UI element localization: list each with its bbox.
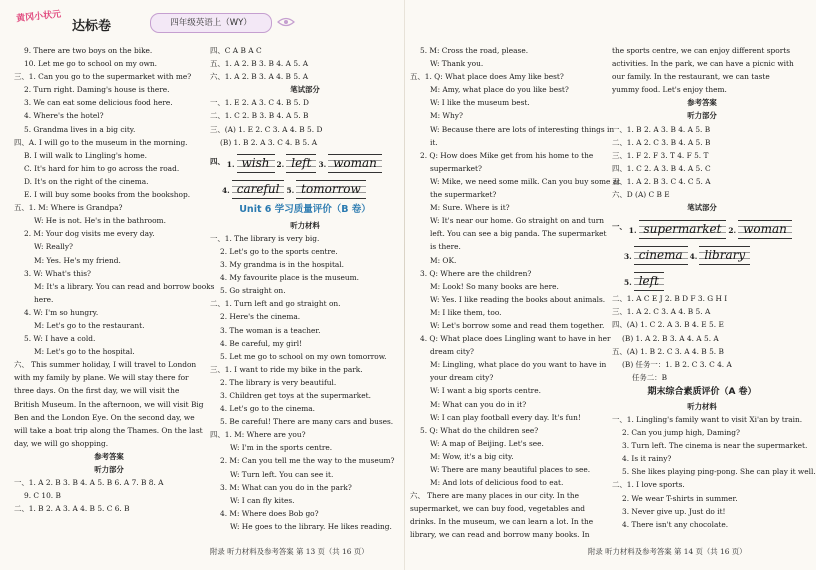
- text-line: 听力部分: [687, 111, 717, 121]
- handwritten-word: wish: [237, 154, 275, 173]
- text-line: 5. Go straight on.: [220, 286, 286, 296]
- text-line: is there.: [430, 242, 461, 252]
- answer-number: 3.: [624, 251, 632, 261]
- handwriting-answer: [690, 244, 750, 263]
- text-line: M: Why?: [430, 111, 463, 121]
- text-line: M: Lingling, what place do you want to have in: [430, 360, 607, 370]
- text-line: 5. Grandma lives in a big city.: [24, 124, 136, 134]
- handwritten-word: woman: [738, 220, 792, 239]
- column-2: [210, 44, 400, 533]
- ribbon-ornament-icon: [276, 13, 296, 31]
- text-line: 四、1. C 2. A 3. B 4. A 5. C: [612, 163, 711, 173]
- text-line: 4. W: I'm so hungry.: [24, 307, 99, 317]
- text-line: 笔试部分: [687, 203, 717, 213]
- text-line: the sports centre, we can enjoy different sports: [612, 46, 790, 55]
- text-line: 2. The library is very beautiful.: [220, 377, 337, 387]
- text-line: W: I want a big sports centre.: [430, 386, 541, 396]
- text-line: 2. Can you jump high, Daming?: [622, 428, 740, 438]
- text-line: 3. M: What can you do in the park?: [220, 482, 352, 492]
- answer-number: 3.: [318, 160, 327, 170]
- unit-6-title: Unit 6 学习质量评价（B 卷）: [239, 203, 371, 215]
- text-line: 一、1. The library is very big.: [210, 233, 320, 243]
- text-line: (B) 1. B 2. A 3. C 4. B 5. A: [220, 137, 318, 147]
- text-line: 五、1. A 2. B 3. C 4. C 5. A: [612, 176, 711, 186]
- text-line: 5. She likes playing ping-pong. She can play it well.: [622, 467, 816, 477]
- handwriting-row: [612, 240, 792, 266]
- text-line: 二、1. B 2. A 3. A 4. B 5. C 6. B: [14, 504, 130, 514]
- text-line: M: Sure. Where is it?: [430, 203, 510, 213]
- text-line: 五、1. A 2. B 3. B 4. A 5. A: [210, 59, 309, 69]
- text-line: 9. There are two boys on the bike.: [24, 46, 153, 55]
- text-line: W: I can fly kites.: [230, 495, 295, 505]
- text-line: 听力部分: [94, 465, 124, 474]
- text-line: M: Let's go to the hospital.: [34, 347, 135, 357]
- handwritten-word: supermarket: [639, 220, 727, 239]
- text-line: it.: [430, 137, 438, 147]
- text-line: 2. We wear T-shirts in summer.: [622, 493, 738, 503]
- text-line: W: He goes to the library. He likes reading.: [230, 521, 392, 531]
- text-line: 2. Q: How does Mike get from his home to the: [420, 150, 594, 160]
- text-line: with my family by plane. We will stay there for: [14, 373, 189, 383]
- answer-number: 2.: [728, 225, 737, 235]
- handwriting-answer: [277, 152, 317, 171]
- footer-right: 附录 听力材料及参考答案 第 14 页（共 16 页）: [588, 547, 747, 556]
- text-line: the supermarket?: [430, 190, 497, 200]
- text-line: 5. Let me go to school on my own tomorrow.: [220, 351, 387, 361]
- text-line: 六、 This summer holiday, I will travel to London: [14, 360, 197, 370]
- handwriting-row-1: [210, 149, 400, 175]
- text-line: 2. M: Your dog visits me every day.: [24, 229, 155, 239]
- text-line: M: And lots of delicious food to eat.: [430, 478, 564, 488]
- handwritten-word: library: [699, 246, 750, 265]
- grade-badge: 四年级英语上（WY）: [150, 13, 272, 33]
- text-line: our family. In the restaurant, we can taste: [612, 72, 770, 82]
- text-line: 一、1. Lingling's family want to visit Xi'an by train.: [612, 414, 803, 424]
- handwritten-word: careful: [232, 180, 285, 199]
- text-line: 3. We can eat some delicious food here.: [24, 98, 173, 108]
- text-line: 四、A. I will go to the museum in the morning.: [14, 137, 188, 147]
- text-line: 五、1. Q: What place does Amy like best?: [410, 72, 564, 82]
- text-line: Ben and the London Eye. On the second day, we: [14, 412, 195, 422]
- text-line: dream city?: [430, 347, 475, 357]
- page-header: [14, 7, 404, 37]
- handwriting-row-2: [210, 175, 400, 201]
- text-line: here.: [34, 294, 54, 304]
- handwriting-answer: [318, 152, 381, 171]
- text-line: W: I can play football every day. It's fun!: [430, 412, 581, 422]
- text-line: W: Thank you.: [430, 59, 484, 69]
- text-line: 三、1. A 2. C 3. A 4. B 5. A: [612, 307, 711, 317]
- text-line: 一、1. E 2. A 3. C 4. B 5. D: [210, 98, 309, 108]
- answer-number: 1.: [226, 160, 235, 170]
- text-line: 四、1. M: Where are you?: [210, 430, 306, 440]
- text-line: supermarket, we can buy food, vegetables and: [410, 504, 585, 514]
- handwriting-answer: [227, 152, 275, 171]
- text-line: 四、(A) 1. C 2. A 3. B 4. E 5. E: [612, 320, 724, 330]
- handwriting-answer: [728, 218, 791, 237]
- text-line: M: I like them, too.: [430, 307, 502, 317]
- text-line: 二、1. A 2. C 3. B 4. A 5. B: [612, 137, 711, 147]
- handwriting-row: [612, 214, 792, 240]
- text-line: M: What can you do in it?: [430, 399, 527, 409]
- text-line: W: I'm in the sports centre.: [230, 443, 333, 453]
- text-line: 3. Turn left. The cinema is near the supermarket.: [622, 441, 808, 451]
- handwriting-answer: [624, 270, 664, 289]
- text-line: 3. Children get toys at the supermarket.: [220, 390, 371, 400]
- text-line: 4. Where's the hotel?: [24, 111, 104, 121]
- text-line: (B) 1. A 2. B 3. A 4. A 5. A: [622, 333, 719, 343]
- text-line: 2. Turn right. Daming's house is there.: [24, 85, 170, 95]
- text-line: 4. Be careful, my girl!: [220, 338, 303, 348]
- text-line: 5. W: I have a cold.: [24, 334, 96, 344]
- text-line: W: Mike, we need some milk. Can you buy some at: [430, 176, 621, 186]
- brand-logo: 黄冈小状元: [15, 9, 62, 25]
- text-line: 3. W: What's this?: [24, 268, 91, 278]
- text-line: M: Look! So many books are here.: [430, 281, 559, 291]
- text-line: W: He is not. He's in the bathroom.: [34, 216, 166, 226]
- handwritten-word: tomorrow: [296, 180, 366, 199]
- text-line: will take a boat trip along the Thames. On the last: [14, 425, 203, 435]
- text-line: 一、1. A 2. B 3. B 4. A 5. B 6. A 7. B 8. A: [14, 478, 164, 488]
- text-line: (B) 任务一：1. B 2. C 3. C 4. A: [622, 359, 732, 369]
- footer-left: 附录 听力材料及参考答案 第 13 页（共 16 页）: [210, 547, 369, 556]
- handwriting-answer: [629, 218, 727, 237]
- answer-number: 2.: [276, 160, 285, 170]
- text-line: M: Let's go to the restaurant.: [34, 320, 145, 330]
- text-line: 二、1. C 2. B 3. B 4. A 5. B: [210, 111, 309, 121]
- text-line: E. I will buy some books from the bookshop.: [24, 190, 191, 200]
- text-line: M: Wow, it's a big city.: [430, 451, 514, 461]
- text-line: your dream city?: [430, 373, 494, 383]
- text-line: 五、(A) 1. B 2. C 3. A 4. B 5. B: [612, 346, 724, 356]
- text-line: supermarket?: [430, 163, 482, 173]
- text-line: 参考答案: [687, 98, 717, 108]
- text-line: 四、C A B A C: [210, 46, 262, 55]
- text-line: W: Turn left. You can see it.: [230, 469, 334, 479]
- text-line: M: Amy, what place do you like best?: [430, 85, 569, 95]
- text-line: W: Really?: [34, 242, 74, 252]
- text-line: W: There are many beautiful places to see.: [430, 465, 591, 474]
- text-line: 5. M: Cross the road, please.: [420, 46, 529, 55]
- text-line: M: It's a library. You can read and borrow books: [34, 281, 215, 291]
- text-line: 二、1. Turn left and go straight on.: [210, 299, 341, 309]
- handwritten-word: left: [634, 272, 664, 291]
- text-line: D. It's on the right of the cinema.: [24, 176, 149, 186]
- text-line: British Museum. In the afternoon, we will visit Big: [14, 399, 204, 409]
- text-line: 3. My grandma is in the hospital.: [220, 260, 345, 270]
- text-line: 二、1. A C E J 2. B D F 3. G H I: [612, 294, 728, 304]
- text-line: library, we can read and borrow many books. In: [410, 530, 590, 540]
- text-line: 六、1. A 2. B 3. A 4. B 5. A: [210, 72, 309, 82]
- text-line: W: Because there are lots of interesting things in: [430, 124, 615, 134]
- text-line: W: I like the museum best.: [430, 98, 530, 108]
- handwriting-row: [612, 266, 792, 292]
- text-line: 六、D (A) C B E: [612, 190, 670, 200]
- text-line: 五、1. M: Where is Grandpa?: [14, 203, 123, 213]
- text-line: activities. In the park, we can have a picnic with: [612, 59, 794, 69]
- text-line: M: OK.: [430, 255, 457, 265]
- text-line: yummy food. Let's enjoy them.: [612, 85, 727, 95]
- text-line: B. I will walk to Lingling's home.: [24, 150, 147, 160]
- text-line: W: It's near our home. Go straight on and turn: [430, 216, 605, 226]
- text-line: 4. My favourite place is the museum.: [220, 273, 359, 283]
- column-3: [410, 44, 621, 542]
- text-line: 2. M: Can you tell me the way to the museum?: [220, 456, 395, 466]
- answer-number: 4.: [689, 251, 698, 261]
- text-line: 5. Q: What do the children see?: [420, 425, 539, 435]
- handwriting-answer: [222, 178, 284, 197]
- text-line: 3. The woman is a teacher.: [220, 325, 321, 335]
- answer-number: 5.: [624, 277, 632, 287]
- question-label: 四、: [210, 156, 225, 166]
- text-line: 三、1. F 2. F 3. T 4. F 5. T: [612, 150, 709, 160]
- answer-number: 5.: [286, 186, 295, 196]
- text-line: 参考答案: [94, 451, 124, 461]
- handwriting-answer: [286, 178, 365, 197]
- text-line: 10. Let me go to school on my own.: [24, 59, 158, 69]
- text-line: 4. Let's go to the cinema.: [220, 404, 315, 414]
- text-line: day, we will go shopping.: [14, 438, 109, 448]
- text-line: 9. C 10. B: [24, 491, 61, 501]
- text-line: M: Yes. He's my friend.: [34, 255, 121, 265]
- text-line: 5. Be careful! There are many cars and buses.: [220, 417, 394, 427]
- text-line: 2. Let's go to the sports centre.: [220, 246, 338, 256]
- text-line: 4. There isn't any chocolate.: [622, 519, 729, 529]
- text-line: 3. Never give up. Just do it!: [622, 506, 726, 516]
- text-line: W: Yes. I like reading the books about animals.: [430, 294, 606, 304]
- text-line: left. You can see a big panda. The supermarket: [430, 229, 607, 239]
- text-line: 三、(A) 1. E 2. C 3. A 4. B 5. D: [210, 124, 323, 134]
- page-gutter: [404, 0, 405, 570]
- text-line: 任务二：B: [632, 372, 667, 382]
- handwritten-word: cinema: [634, 246, 688, 265]
- handwritten-word: left: [286, 154, 316, 173]
- text-line: 听力材料: [687, 401, 717, 411]
- question-label: 一、: [612, 222, 627, 232]
- final-exam-title: 期末综合素质评价（A 卷）: [647, 386, 757, 397]
- series-title: 达标卷: [72, 19, 112, 34]
- handwritten-word: woman: [328, 154, 382, 173]
- text-line: 2. Here's the cinema.: [220, 312, 301, 322]
- text-line: 4. M: Where does Bob go?: [220, 508, 319, 518]
- text-line: W: A map of Beijing. Let's see.: [430, 438, 544, 448]
- text-line: drinks. In the museum, we can learn a lot. In the: [410, 517, 594, 527]
- text-line: 听力材料: [290, 220, 320, 230]
- text-line: 4. Is it rainy?: [622, 454, 672, 464]
- handwriting-answer: [624, 244, 688, 263]
- answer-number: 4.: [222, 186, 230, 196]
- text-line: 三、1. I want to ride my bike in the park.: [210, 364, 363, 374]
- text-line: 一、1. B 2. A 3. B 4. A 5. B: [612, 124, 711, 134]
- text-line: three days. On the first day, we will visit the: [14, 386, 180, 396]
- text-line: W: Let's borrow some and read them together.: [430, 320, 605, 330]
- column-4: [612, 44, 816, 531]
- text-line: 3. Q: Where are the children?: [420, 268, 532, 278]
- text-line: C. It's hard for him to go across the road.: [24, 163, 180, 173]
- answer-number: 1.: [628, 225, 637, 235]
- text-line: 4. Q: What place does Lingling want to have in her: [420, 334, 611, 344]
- text-line: 三、1. Can you go to the supermarket with me?: [14, 72, 192, 82]
- text-line: 二、1. I love sports.: [612, 480, 685, 490]
- text-line: 笔试部分: [290, 85, 320, 95]
- text-line: 六、 There are many places in our city. In the: [410, 491, 580, 501]
- column-1: [14, 44, 215, 515]
